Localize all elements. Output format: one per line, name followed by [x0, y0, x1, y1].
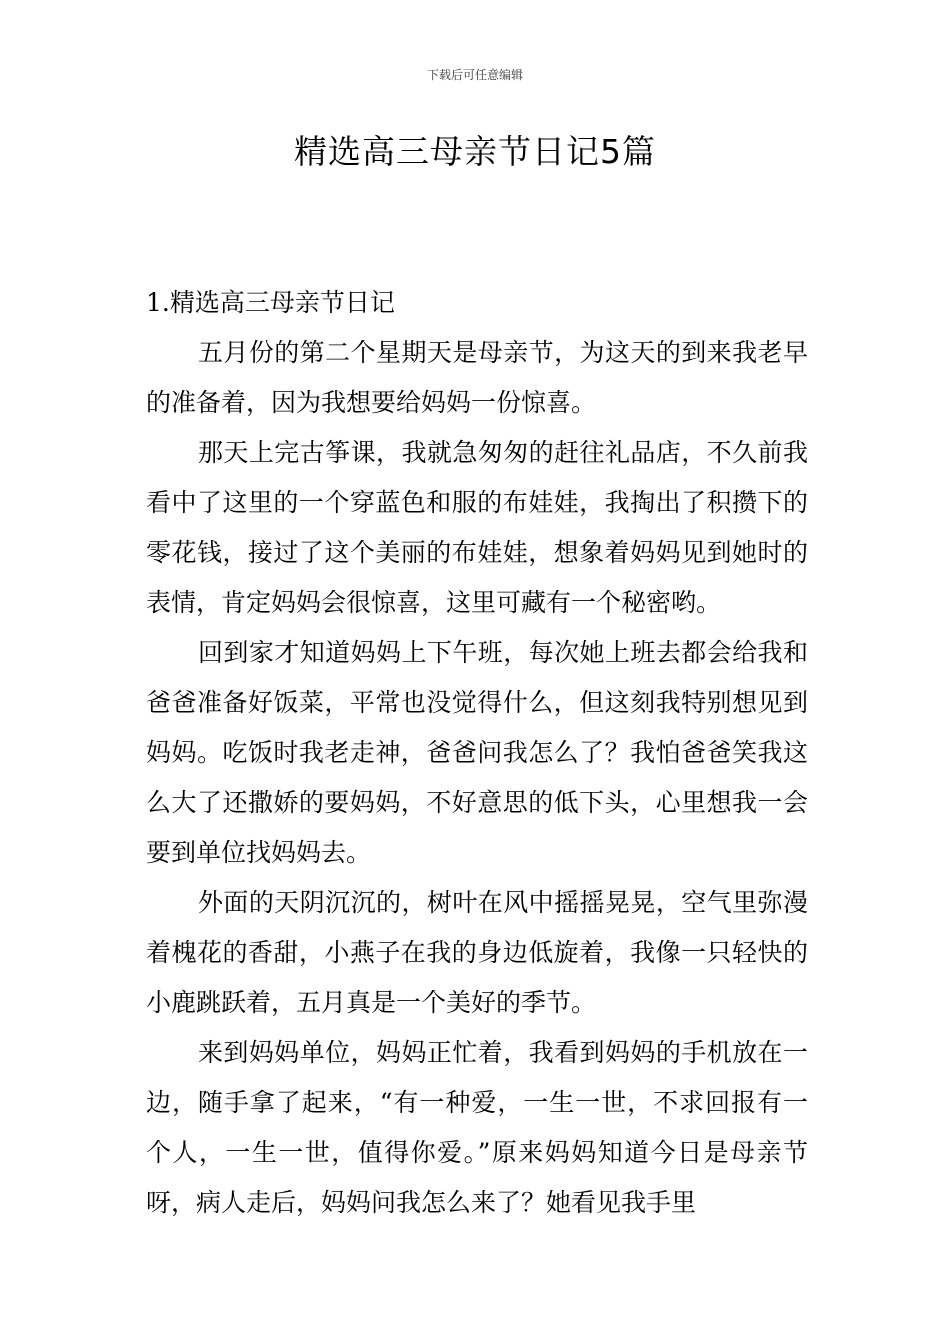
- paragraph-5: 来到妈妈单位，妈妈正忙着，我看到妈妈的手机放在一边，随手拿了起来，“有一种爱，一生一世，不求回报有一个人，一生一世，值得你爱。”原来妈妈知道今日是母亲节呀，病人走后，妈妈问我怎么来了？她看见我手里: [146, 1038, 808, 1217]
- header-note: 下载后可任意编辑: [426, 68, 523, 82]
- section-heading: 1.精选高三母亲节日记: [146, 288, 395, 317]
- paragraph-2: 那天上完古筝课，我就急匆匆的赶往礼品店，不久前我看中了这里的一个穿蓝色和服的布娃娃，我掏出了积攒下的零花钱，接过了这个美丽的布娃娃，想象着妈妈见到她时的表情，肯定妈妈会很惊喜，这里可藏有一个秘密哟。: [146, 438, 808, 617]
- paragraph-3: 回到家才知道妈妈上下午班，每次她上班去都会给我和爸爸准备好饭菜，平常也没觉得什么，但这刻我特别想见到妈妈。吃饭时我老走神，爸爸问我怎么了？我怕爸爸笑我这么大了还撒娇的要妈妈，不好意思的低下头，心里想我一会要到单位找妈妈去。: [146, 638, 808, 867]
- paragraph-1: 五月份的第二个星期天是母亲节，为这天的到来我老早的准备着，因为我想要给妈妈一份惊喜。: [146, 338, 808, 417]
- paragraph-4: 外面的天阴沉沉的，树叶在风中摇摇晃晃，空气里弥漫着槐花的香甜，小燕子在我的身边低旋着，我像一只轻快的小鹿跳跃着，五月真是一个美好的季节。: [146, 888, 808, 1017]
- document-body: [146, 278, 808, 1228]
- document-title: 精选高三母亲节日记5篇: [294, 132, 656, 171]
